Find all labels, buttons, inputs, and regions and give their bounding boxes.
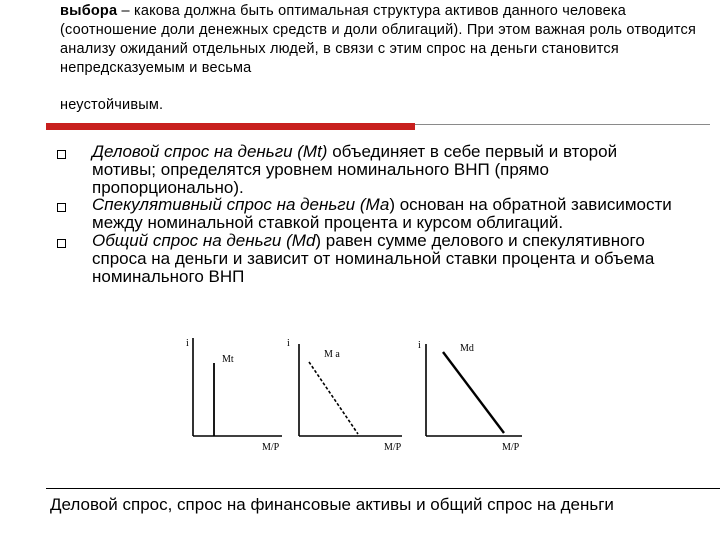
- x-axis-label: M/P: [384, 442, 402, 453]
- bullet-1-term: Деловой спрос на деньги (Mt): [92, 142, 328, 161]
- bullet-3-term: Общий спрос на деньги (: [92, 230, 292, 250]
- list-item: [54, 143, 684, 196]
- bullet-3-text: ) равен сумме делового и спекулятивного спроса на деньги и зависит от номинальной ставки процента и объема номинального ВНП: [92, 230, 655, 286]
- demand-line: [309, 362, 358, 434]
- caption-rule: [46, 488, 720, 489]
- money-demand-graphs: [176, 330, 526, 455]
- bullet-2-term: Спекулятивный спрос на деньги (: [92, 195, 366, 215]
- intro-text: – какова должна быть оптимальная структура активов данного человека (соотношение доли денежных средств и доли облигаций). При этом важная роль отводится анализу ожиданий отдельных людей, в связи с этим спрос на деньги становится непредсказуемым и весьма: [60, 3, 697, 76]
- intro-lead: выбора: [60, 3, 118, 19]
- graph-asset-demand: [287, 338, 402, 453]
- bullet-list: [54, 143, 684, 285]
- curve-label: M a: [324, 349, 340, 360]
- y-axis-label: i: [418, 340, 421, 351]
- accent-bar: [46, 123, 415, 130]
- bullet-1-text: объединяет в себе первый и второй мотивы; определятся уровнем номинального ВНП (прямо пропорционально).: [92, 142, 618, 197]
- intro-tail: неустойчивым.: [60, 97, 164, 113]
- figure-caption: Деловой спрос, спрос на финансовые активы и общий спрос на деньги: [50, 495, 614, 514]
- y-axis-label: i: [287, 338, 290, 349]
- bullet-2-symbol: Ма: [365, 195, 390, 215]
- x-axis-label: M/P: [502, 442, 520, 453]
- square-bullet-icon: [57, 203, 66, 212]
- graph-total-demand: [418, 340, 522, 453]
- square-bullet-icon: [57, 239, 66, 248]
- intro-paragraph: [60, 2, 710, 78]
- y-axis-label: i: [186, 338, 189, 349]
- bullet-2-text: ) основан на обратной зависимости между номинальной ставкой процента и курсом облигаций.: [92, 195, 672, 233]
- bullet-3-symbol: Md: [291, 230, 316, 250]
- demand-line: [443, 352, 504, 433]
- list-item: [54, 196, 684, 232]
- square-bullet-icon: [57, 150, 66, 159]
- curve-label: Md: [460, 343, 474, 354]
- graph-business-demand: [186, 338, 282, 453]
- curve-label: Mt: [222, 354, 234, 365]
- x-axis-label: M/P: [262, 442, 280, 453]
- list-item: [54, 232, 684, 285]
